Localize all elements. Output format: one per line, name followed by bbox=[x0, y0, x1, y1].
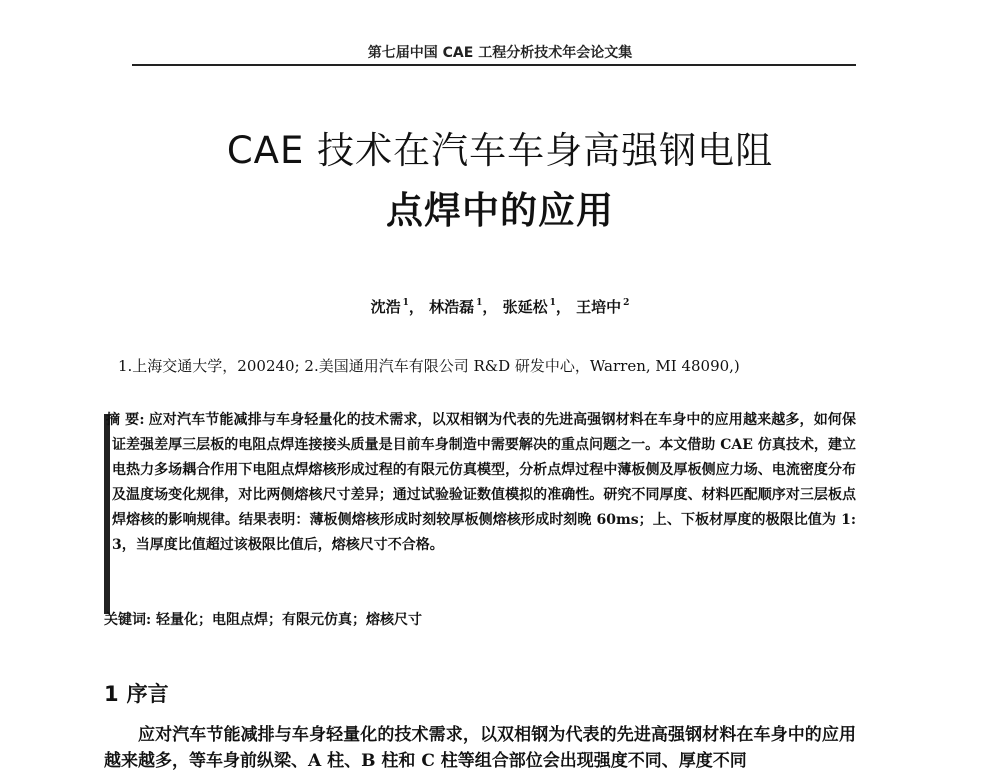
author-affil-mark: 1 bbox=[402, 298, 409, 308]
author-name: 王培中 bbox=[576, 298, 622, 316]
author-name: 林浩磊 bbox=[429, 298, 475, 316]
affiliations: 1.上海交通大学，200240; 2.美国通用汽车有限公司 R&D 研发中心，Warren, MI 48090,) bbox=[118, 357, 740, 375]
abstract-label: 摘 要: bbox=[106, 412, 145, 428]
author-affil-mark: 2 bbox=[623, 298, 630, 308]
section-heading bbox=[104, 678, 177, 708]
paper-title-line-2: 点焊中的应用 bbox=[386, 189, 614, 232]
keywords bbox=[104, 609, 864, 629]
author-affil-mark: 1 bbox=[476, 298, 483, 308]
keywords-label: 关键词: bbox=[104, 612, 152, 628]
keywords-text: 轻量化；电阻点焊；有限元仿真；熔核尺寸 bbox=[156, 612, 423, 628]
author-name: 张延松 bbox=[502, 298, 548, 316]
author-affil-mark: 1 bbox=[549, 298, 556, 308]
body-paragraph: 应对汽车节能减排与车身轻量化的技术需求，以双相钢为代表的先进高强钢材料在车身中的应用越来越多，等车身前纵梁、A 柱、B 柱和 C 柱等组合部位会出现强度不同、厚度不同 bbox=[104, 725, 856, 771]
running-head: 第七届中国 CAE 工程分析技术年会论文集 bbox=[367, 45, 633, 61]
header-rule bbox=[132, 64, 856, 66]
paper-title-line-1: CAE 技术在汽车车身高强钢电阻 bbox=[226, 129, 774, 172]
author-name: 沈浩 bbox=[370, 298, 401, 316]
section-title: 序言 bbox=[126, 682, 169, 706]
abstract-text: 应对汽车节能减排与车身轻量化的技术需求，以双相钢为代表的先进高强钢材料在车身中的应用越来越多，如何保证差强差厚三层板的电阻点焊连接接头质量是目前车身制造中需要解决的重点问题之一。本文借助 CAE 仿真技术，建立电热力多场耦合作用下电阻点焊熔核形成过程的有限元仿真模型，分析点焊过程中薄板侧及厚板侧应力场、电流密度分布及温度场变化规律，对比两侧熔核尺寸差异；通过试验验证数值模拟的准确性。研究不同厚度、材料匹配顺序对三层板点焊熔核的影响规律。结果表明：薄板侧熔核形成时刻较厚板侧熔核形成时刻晚 60ms；上、下板材厚度的极限比值为 1: 3，当厚度比值超过该极限比值后，熔核尺寸不合格。 bbox=[112, 412, 856, 553]
section-number: 1 bbox=[104, 682, 119, 706]
scan-margin-mark bbox=[104, 414, 110, 614]
author-list: 沈浩 $^1$， 林浩磊 $^1$， 张延松 $^1$， 王培中 $^2$ bbox=[370, 298, 630, 316]
abstract bbox=[106, 408, 856, 558]
